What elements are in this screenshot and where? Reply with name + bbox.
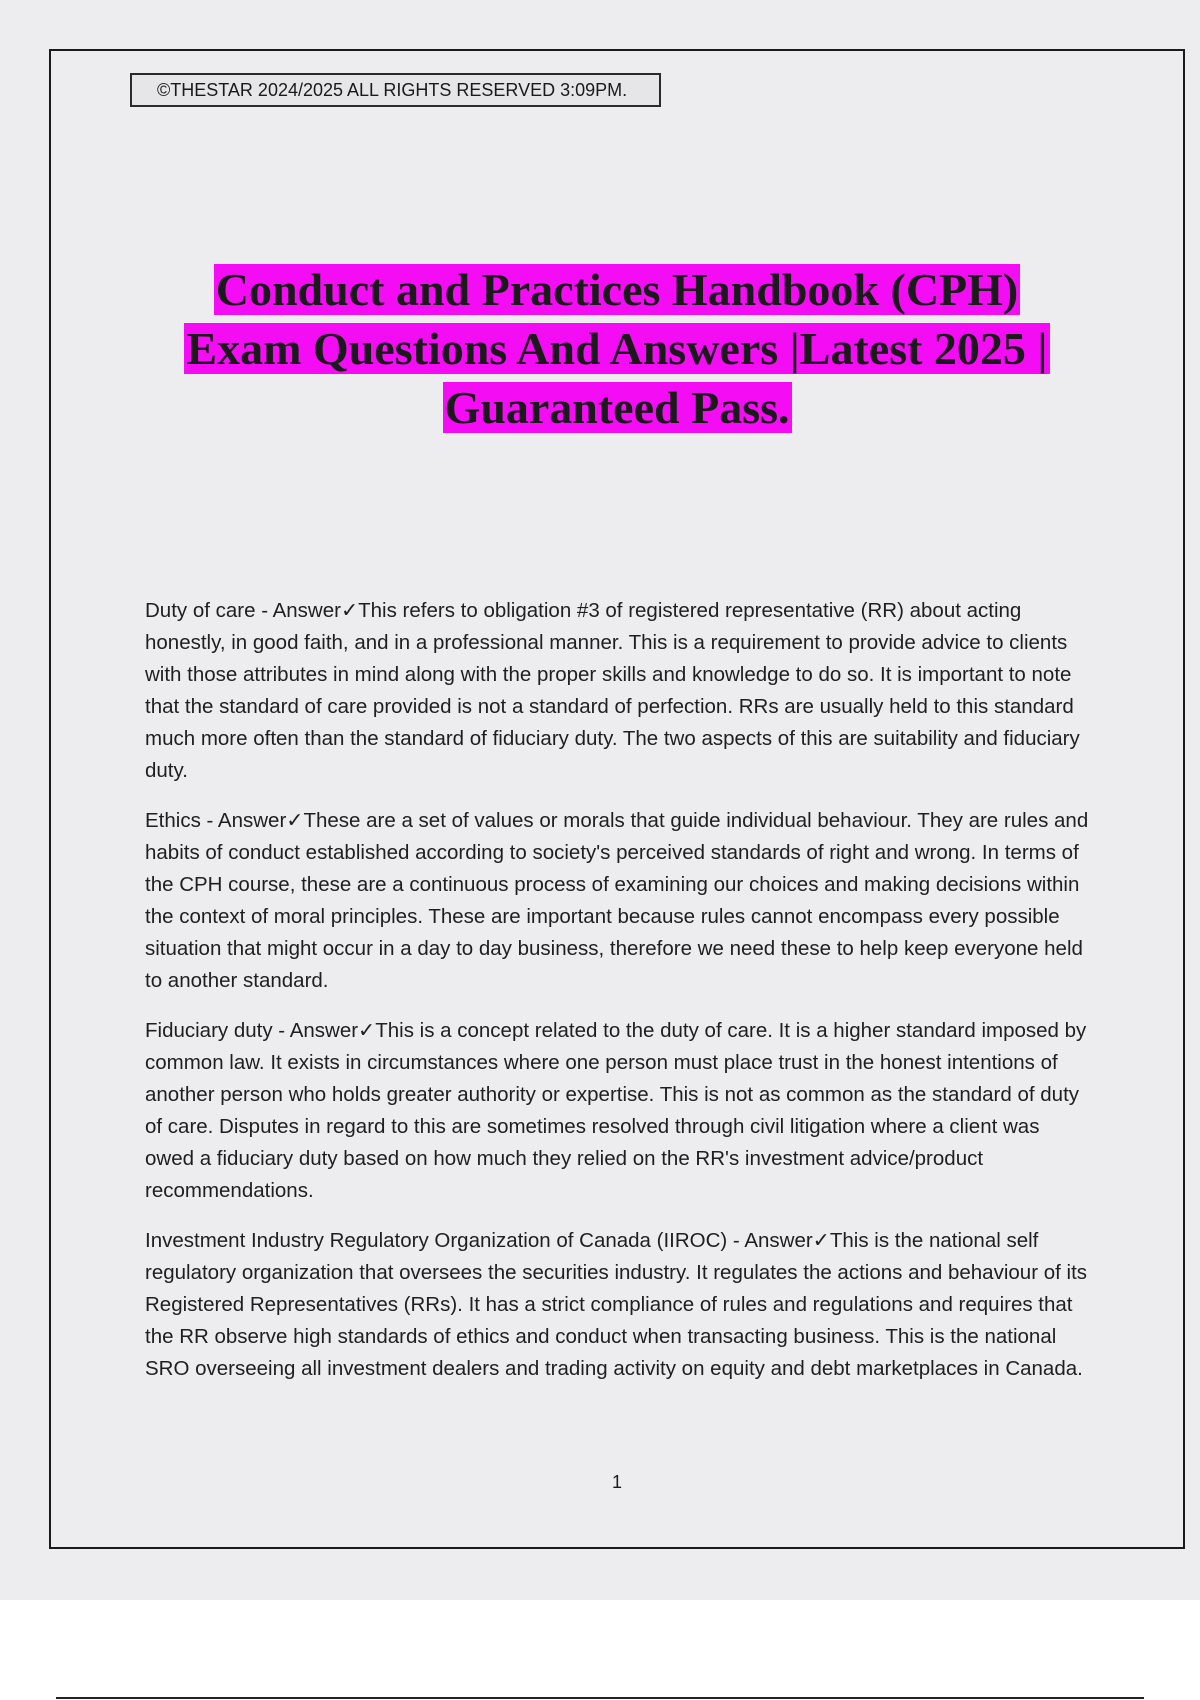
title-highlight-3: Guaranteed Pass.	[444, 382, 790, 433]
qa-item-fiduciary-duty: Fiduciary duty - Answer✓This is a concept related to the duty of care. It is a higher standard imposed by common law. It exists in circumstances where one person must place trust in the honest intentions of another person who holds greater authority or expertise. This is not as common as the standard of duty of care. Disputes in regard to this are sometimes resolved through civil litigation where a client was owed a fiduciary duty based on how much they relied on the RR's investment advice/product recommendations.	[145, 1019, 1087, 1202]
page-number: 1	[611, 1472, 622, 1492]
title-line-1	[100, 260, 1134, 319]
qa-item-iiroc: Investment Industry Regulatory Organization of Canada (IIROC) - Answer✓This is the national self regulatory organization that oversees the securities industry. It regulates the actions and behaviour of its Registered Representatives (RRs). It has a strict compliance of rules and regulations and requires that the RR observe high standards of ethics and conduct when transacting business. This is the national SRO overseeing all investment dealers and trading activity on equity and debt marketplaces in Canada.	[145, 1229, 1088, 1380]
title-highlight-1: Conduct and Practices Handbook (CPH)	[215, 264, 1019, 315]
document-title	[100, 260, 1134, 437]
title-line-2	[100, 319, 1134, 378]
next-page-rule	[56, 1697, 1144, 1699]
qa-list	[145, 595, 1090, 1403]
qa-item-ethics: Ethics - Answer✓These are a set of values or morals that guide individual behaviour. They are rules and habits of conduct established according to society's perceived standards of right and wrong. In terms of the CPH course, these are a continuous process of examining our choices and making decisions within the context of moral principles. These are important because rules cannot encompass every possible situation that might occur in a day to day business, therefore we need these to help keep everyone held to another standard.	[145, 809, 1089, 992]
qa-item-duty-of-care: Duty of care - Answer✓This refers to obligation #3 of registered representative (RR) about acting honestly, in good faith, and in a professional manner. This is a requirement to provide advice to clients with those attributes in mind along with the proper skills and knowledge to do so. It is important to note that the standard of care provided is not a standard of perfection. RRs are usually held to this standard much more often than the standard of fiduciary duty. The two aspects of this are suitability and fiduciary duty.	[145, 599, 1080, 782]
title-highlight-2: Exam Questions And Answers |Latest 2025 |	[186, 323, 1048, 374]
copyright-notice: ©THESTAR 2024/2025 ALL RIGHTS RESERVED 3:09PM.	[130, 73, 661, 107]
title-line-3	[100, 378, 1134, 437]
